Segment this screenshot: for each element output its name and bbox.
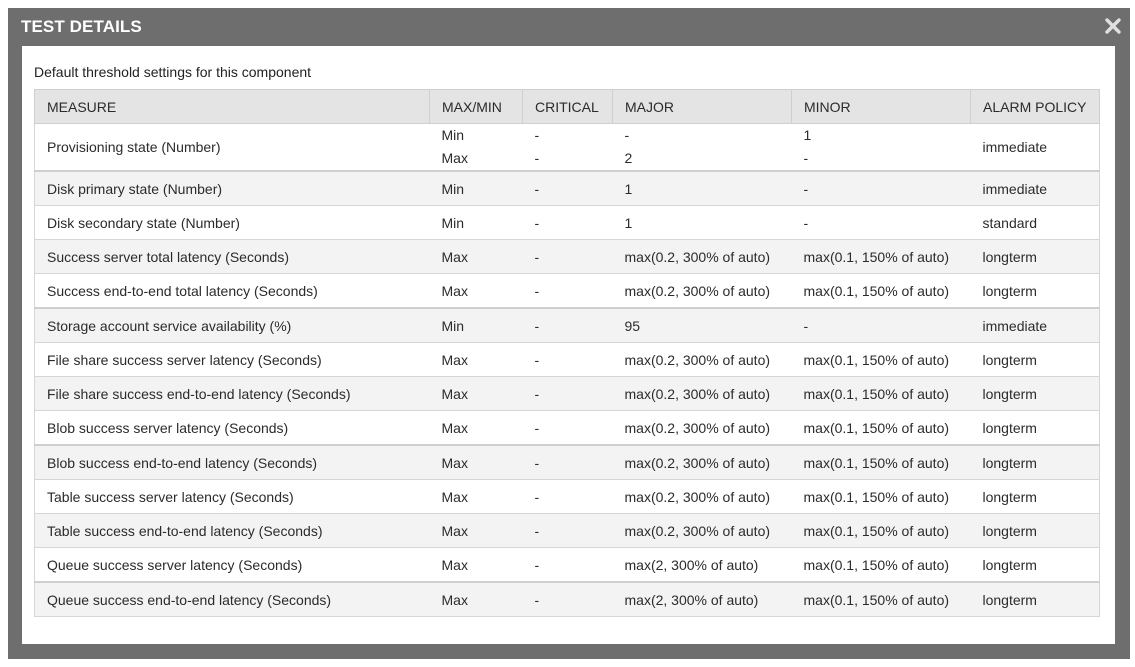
cell-maxmin: Max: [430, 514, 523, 548]
cell-major: [613, 124, 792, 172]
header-alarm-policy: ALARM POLICY: [971, 90, 1100, 124]
cell-minor: -: [792, 308, 971, 343]
cell-maxmin: Max: [430, 411, 523, 446]
cell-alarm-policy: longterm: [971, 548, 1100, 583]
cell-alarm-policy: longterm: [971, 480, 1100, 514]
table-row: [35, 582, 1100, 617]
threshold-subtitle: Default threshold settings for this component: [34, 64, 312, 80]
cell-maxmin: Max: [430, 240, 523, 274]
cell-critical: -: [523, 274, 613, 309]
header-major: MAJOR: [613, 90, 792, 124]
cell-alarm-policy: longterm: [971, 377, 1100, 411]
cell-minor: max(0.1, 150% of auto): [792, 445, 971, 480]
cell-measure: Disk primary state (Number): [35, 171, 430, 206]
cell-critical: -: [523, 480, 613, 514]
cell-maxmin: Max: [430, 582, 523, 617]
cell-major-value: -: [624, 127, 630, 143]
cell-minor: max(0.1, 150% of auto): [792, 548, 971, 583]
cell-major: max(2, 300% of auto): [613, 548, 792, 583]
cell-measure: Success end-to-end total latency (Seconds): [35, 274, 430, 309]
cell-critical: -: [523, 411, 613, 446]
cell-maxmin: [430, 124, 523, 172]
cell-measure: Table success end-to-end latency (Seconds): [35, 514, 430, 548]
cell-minor: max(0.1, 150% of auto): [792, 582, 971, 617]
cell-minor: max(0.1, 150% of auto): [792, 240, 971, 274]
cell-critical: -: [523, 343, 613, 377]
cell-major: max(0.2, 300% of auto): [613, 343, 792, 377]
cell-critical: -: [523, 171, 613, 206]
cell-alarm-policy: immediate: [971, 171, 1100, 206]
header-measure: MEASURE: [35, 90, 430, 124]
cell-minor-value: 1: [803, 127, 812, 143]
cell-measure: Provisioning state (Number): [35, 124, 430, 172]
cell-critical: -: [523, 548, 613, 583]
table-row: [35, 514, 1100, 548]
cell-major: max(0.2, 300% of auto): [613, 411, 792, 446]
cell-minor: -: [792, 206, 971, 240]
cell-minor: -: [792, 171, 971, 206]
header-critical: CRITICAL: [523, 90, 613, 124]
table-row: [35, 240, 1100, 274]
cell-maxmin: Max: [430, 343, 523, 377]
cell-critical-value: -: [534, 127, 540, 143]
table-row: [35, 124, 1100, 172]
cell-minor: max(0.1, 150% of auto): [792, 514, 971, 548]
cell-alarm-policy: longterm: [971, 411, 1100, 446]
cell-measure: Queue success server latency (Seconds): [35, 548, 430, 583]
table-row: [35, 548, 1100, 583]
table-row: [35, 171, 1100, 206]
cell-maxmin: Max: [430, 377, 523, 411]
cell-measure: Storage account service availability (%): [35, 308, 430, 343]
cell-major: max(0.2, 300% of auto): [613, 445, 792, 480]
cell-critical: [523, 124, 613, 172]
cell-maxmin: Max: [430, 480, 523, 514]
dialog-content: [22, 46, 1115, 644]
cell-major: max(0.2, 300% of auto): [613, 377, 792, 411]
table-row: [35, 445, 1100, 480]
cell-maxmin: Max: [430, 548, 523, 583]
cell-critical: -: [523, 445, 613, 480]
close-icon[interactable]: [1104, 17, 1122, 35]
cell-major: 1: [613, 206, 792, 240]
cell-maxmin: Max: [430, 445, 523, 480]
cell-minor: max(0.1, 150% of auto): [792, 377, 971, 411]
header-maxmin: MAX/MIN: [430, 90, 523, 124]
cell-measure: Blob success server latency (Seconds): [35, 411, 430, 446]
cell-minor: max(0.1, 150% of auto): [792, 343, 971, 377]
cell-critical: -: [523, 240, 613, 274]
cell-alarm-policy: immediate: [971, 124, 1100, 172]
cell-alarm-policy: longterm: [971, 240, 1100, 274]
table-header-row: [35, 90, 1100, 124]
cell-maxmin: Max: [430, 274, 523, 309]
cell-critical: -: [523, 377, 613, 411]
cell-alarm-policy: longterm: [971, 274, 1100, 309]
cell-measure: Blob success end-to-end latency (Seconds): [35, 445, 430, 480]
cell-critical-value: -: [534, 150, 540, 166]
cell-measure: Success server total latency (Seconds): [35, 240, 430, 274]
dialog-title: TEST DETAILS: [21, 17, 142, 36]
cell-minor: [792, 124, 971, 172]
cell-minor: max(0.1, 150% of auto): [792, 411, 971, 446]
cell-major: max(0.2, 300% of auto): [613, 240, 792, 274]
cell-critical: -: [523, 514, 613, 548]
cell-major: 1: [613, 171, 792, 206]
cell-measure: Queue success end-to-end latency (Seconds): [35, 582, 430, 617]
table-row: [35, 308, 1100, 343]
cell-critical: -: [523, 582, 613, 617]
cell-critical: -: [523, 206, 613, 240]
cell-major-value: 2: [624, 150, 633, 166]
table-row: [35, 411, 1100, 446]
cell-measure: File share success end-to-end latency (Seconds): [35, 377, 430, 411]
dialog-title-bar: [8, 8, 1130, 46]
header-minor: MINOR: [792, 90, 971, 124]
cell-alarm-policy: longterm: [971, 582, 1100, 617]
cell-measure: File share success server latency (Seconds): [35, 343, 430, 377]
cell-major: max(2, 300% of auto): [613, 582, 792, 617]
cell-major: max(0.2, 300% of auto): [613, 274, 792, 309]
cell-major: max(0.2, 300% of auto): [613, 514, 792, 548]
cell-measure: Table success server latency (Seconds): [35, 480, 430, 514]
cell-alarm-policy: immediate: [971, 308, 1100, 343]
cell-critical: -: [523, 308, 613, 343]
table-row: [35, 377, 1100, 411]
cell-maxmin-value: Min: [441, 127, 465, 143]
table-row: [35, 206, 1100, 240]
cell-measure: Disk secondary state (Number): [35, 206, 430, 240]
cell-maxmin: Min: [430, 171, 523, 206]
cell-alarm-policy: longterm: [971, 445, 1100, 480]
cell-minor: max(0.1, 150% of auto): [792, 480, 971, 514]
cell-alarm-policy: standard: [971, 206, 1100, 240]
cell-maxmin: Min: [430, 206, 523, 240]
cell-minor: max(0.1, 150% of auto): [792, 274, 971, 309]
cell-maxmin-value: Max: [441, 150, 468, 166]
table-row: [35, 343, 1100, 377]
table-row: [35, 274, 1100, 309]
cell-alarm-policy: longterm: [971, 514, 1100, 548]
cell-maxmin: Min: [430, 308, 523, 343]
threshold-table: [34, 89, 1100, 617]
cell-major: max(0.2, 300% of auto): [613, 480, 792, 514]
cell-major: 95: [613, 308, 792, 343]
table-row: [35, 480, 1100, 514]
cell-minor-value: -: [803, 150, 809, 166]
test-details-dialog: [8, 8, 1130, 659]
cell-alarm-policy: longterm: [971, 343, 1100, 377]
